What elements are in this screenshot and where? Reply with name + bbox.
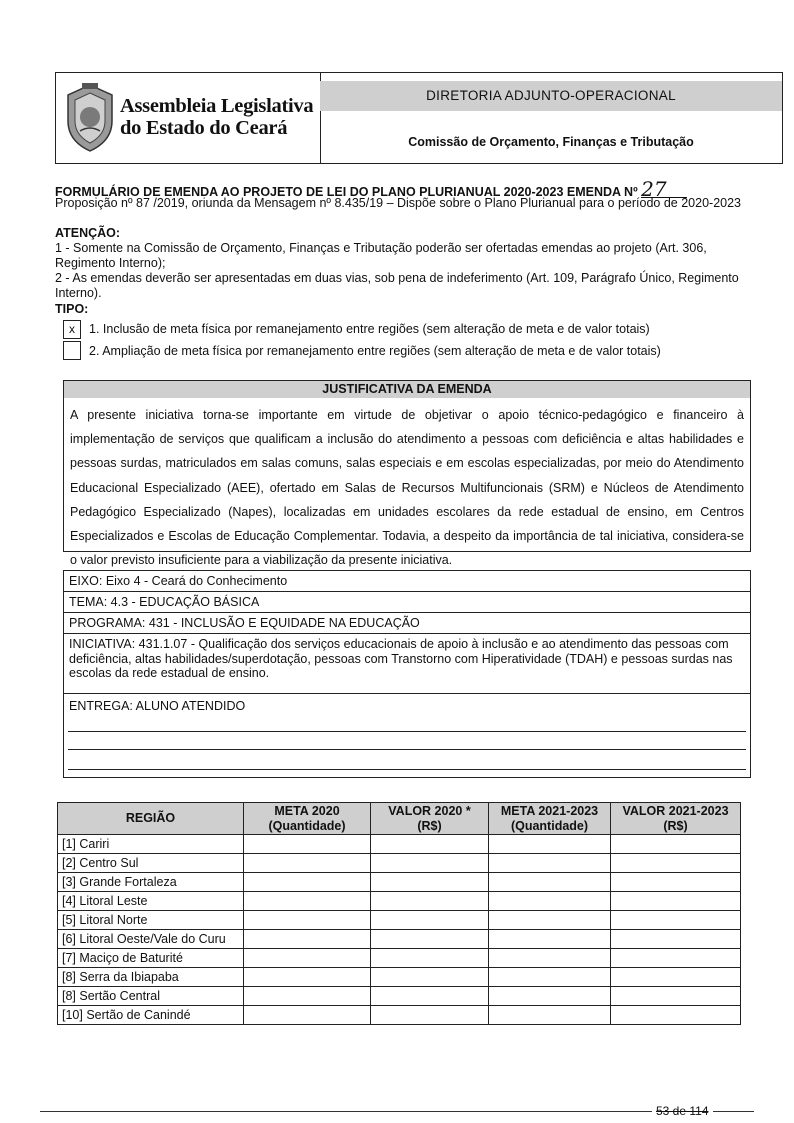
region-table [57, 802, 741, 1025]
eixo-field[interactable]: EIXO: Eixo 4 - Ceará do Conhecimento [64, 571, 750, 592]
tema-field[interactable]: TEMA: 4.3 - EDUCAÇÃO BÁSICA [64, 592, 750, 613]
meta-2021-2023-cell[interactable] [489, 987, 611, 1006]
footer-divider [40, 1111, 754, 1112]
header-right [320, 73, 782, 163]
emenda-number: 27 [641, 181, 687, 198]
valor-2021-2023-cell[interactable] [611, 892, 741, 911]
valor-2021-2023-cell[interactable] [611, 1006, 741, 1025]
valor-2020-cell[interactable] [371, 930, 489, 949]
meta-2021-2023-cell[interactable] [489, 1006, 611, 1025]
table-row [58, 892, 741, 911]
table-row [58, 873, 741, 892]
col-header-meta-2021-2023: META 2021-2023 (Quantidade) [489, 803, 611, 835]
meta-2021-2023-cell[interactable] [489, 892, 611, 911]
page-number: 53 de 114 [652, 1104, 713, 1118]
region-name-cell: [2] Centro Sul [58, 854, 244, 873]
meta-2020-cell[interactable] [244, 911, 371, 930]
commission-title: Comissão de Orçamento, Finanças e Tributação [408, 135, 694, 149]
form-title-text: FORMULÁRIO DE EMENDA AO PROJETO DE LEI DO PLANO PLURIANUAL 2020-2023 EMENDA Nº [55, 185, 638, 199]
meta-2020-cell[interactable] [244, 968, 371, 987]
iniciativa-field[interactable]: INICIATIVA: 431.1.07 - Qualificação dos serviços educacionais de apoio à inclusão e ao atendimento das pessoas com deficiência, altas habilidades/superdotação, pessoas com Transtorno com Hiperatividade (TDAH) e pessoas surdas nas escolas da rede estadual de ensino. [64, 634, 750, 694]
region-name-cell: [7] Maciço de Baturité [58, 949, 244, 968]
organization-name [120, 95, 313, 139]
valor-2020-cell[interactable] [371, 911, 489, 930]
region-name-cell: [3] Grande Fortaleza [58, 873, 244, 892]
meta-2021-2023-cell[interactable] [489, 949, 611, 968]
valor-2021-2023-cell[interactable] [611, 987, 741, 1006]
valor-2021-2023-cell[interactable] [611, 873, 741, 892]
valor-2020-cell[interactable] [371, 987, 489, 1006]
meta-2021-2023-cell[interactable] [489, 854, 611, 873]
region-name-cell: [8] Sertão Central [58, 987, 244, 1006]
valor-2020-cell[interactable] [371, 835, 489, 854]
table-row [58, 911, 741, 930]
state-crest-icon [62, 81, 118, 155]
col-header-valor-2021-2023: VALOR 2021-2023 (R$) [611, 803, 741, 835]
proposicao-text: Proposição nº 87 /2019, oriunda da Mensagem nº 8.435/19 – Dispõe sobre o Plano Plurianual para o período de 2020-2023 [55, 196, 741, 210]
valor-2020-cell[interactable] [371, 1006, 489, 1025]
table-row [58, 987, 741, 1006]
justificativa-box [63, 380, 751, 568]
document-header [55, 72, 783, 164]
valor-2020-cell[interactable] [371, 854, 489, 873]
justificativa-text[interactable]: A presente iniciativa torna-se importante em virtude de objetivar o apoio técnico-pedagógico e financeiro à implementação de serviços que qualificam a inclusão do atendimento a pessoas com deficiência e altas habilidades e pessoas surdas, matriculados em salas comuns, salas especiais e em escolas especializadas, por meio do Atendimento Educacional Especializado (AEE), ofertado em Salas de Recursos Multifuncionais (SRM) e Núcleos de Atendimento Pedagógico Especializado (Napes), localizadas em unidades escolares da rede estadual de ensino, em Centros Especializados e Escolas de Educação Complementar. Todavia, a despeito da importância de tal iniciativa, considera-se o valor previsto insuficiente para a viabilização da presente iniciativa. [70, 408, 744, 568]
meta-2021-2023-cell[interactable] [489, 835, 611, 854]
region-name-cell: [1] Cariri [58, 835, 244, 854]
region-table-body [58, 835, 741, 1025]
region-name-cell: [6] Litoral Oeste/Vale do Curu [58, 930, 244, 949]
entrega-field[interactable]: ENTREGA: ALUNO ATENDIDO [69, 699, 246, 713]
valor-2021-2023-cell[interactable] [611, 911, 741, 930]
table-row [58, 949, 741, 968]
option-2-label: 2. Ampliação de meta física por remanejamento entre regiões (sem alteração de meta e de valor totais) [89, 344, 661, 358]
valor-2021-2023-cell[interactable] [611, 930, 741, 949]
meta-2020-cell[interactable] [244, 892, 371, 911]
meta-2021-2023-cell[interactable] [489, 911, 611, 930]
option-1-checkbox[interactable]: x [63, 320, 81, 339]
meta-2021-2023-cell[interactable] [489, 930, 611, 949]
col-header-valor-2020: VALOR 2020 * (R$) [371, 803, 489, 835]
option-1-label: 1. Inclusão de meta física por remanejamento entre regiões (sem alteração de meta e de valor totais) [89, 322, 650, 336]
meta-2020-cell[interactable] [244, 930, 371, 949]
valor-2020-cell[interactable] [371, 968, 489, 987]
meta-2020-cell[interactable] [244, 949, 371, 968]
entrega-line [68, 769, 746, 770]
valor-2020-cell[interactable] [371, 892, 489, 911]
valor-2020-cell[interactable] [371, 873, 489, 892]
region-name-cell: [10] Sertão de Canindé [58, 1006, 244, 1025]
meta-2020-cell[interactable] [244, 987, 371, 1006]
meta-2020-cell[interactable] [244, 873, 371, 892]
meta-2020-cell[interactable] [244, 1006, 371, 1025]
valor-2021-2023-cell[interactable] [611, 968, 741, 987]
valor-2021-2023-cell[interactable] [611, 835, 741, 854]
meta-2020-cell[interactable] [244, 835, 371, 854]
table-row [58, 968, 741, 987]
atencao-item-2: 2 - As emendas deverão ser apresentadas em duas vias, sob pena de indeferimento (Art. 109, Parágrafo Único, Regimento Interno). [55, 271, 739, 300]
table-row [58, 854, 741, 873]
region-name-cell: [8] Serra da Ibiapaba [58, 968, 244, 987]
valor-2020-cell[interactable] [371, 949, 489, 968]
org-line-2: do Estado do Ceará [120, 117, 288, 139]
meta-2021-2023-cell[interactable] [489, 873, 611, 892]
option-2-checkbox[interactable] [63, 341, 81, 360]
table-header-row [58, 803, 741, 835]
table-row [58, 835, 741, 854]
programa-box [63, 570, 751, 778]
directorate-title: DIRETORIA ADJUNTO-OPERACIONAL [320, 81, 782, 111]
table-row [58, 1006, 741, 1025]
entrega-line [68, 749, 746, 750]
region-name-cell: [5] Litoral Norte [58, 911, 244, 930]
region-name-cell: [4] Litoral Leste [58, 892, 244, 911]
valor-2021-2023-cell[interactable] [611, 949, 741, 968]
justificativa-heading: JUSTIFICATIVA DA EMENDA [64, 381, 750, 398]
entrega-line [68, 731, 746, 732]
col-header-meta-2020: META 2020 (Quantidade) [244, 803, 371, 835]
tipo-heading: TIPO: [55, 302, 89, 316]
col-header-regiao: REGIÃO [58, 803, 244, 835]
org-line-1: Assembleia Legislativa [120, 95, 314, 117]
atencao-item-1: 1 - Somente na Comissão de Orçamento, Finanças e Tributação poderão ser ofertadas emendas ao projeto (Art. 306, Regimento Interno); [55, 241, 707, 270]
meta-2021-2023-cell[interactable] [489, 968, 611, 987]
table-row [58, 930, 741, 949]
atencao-heading: ATENÇÃO: [55, 226, 121, 240]
valor-2021-2023-cell[interactable] [611, 854, 741, 873]
programa-field[interactable]: PROGRAMA: 431 - INCLUSÃO E EQUIDADE NA EDUCAÇÃO [64, 613, 750, 634]
logo-area [56, 73, 321, 163]
meta-2020-cell[interactable] [244, 854, 371, 873]
